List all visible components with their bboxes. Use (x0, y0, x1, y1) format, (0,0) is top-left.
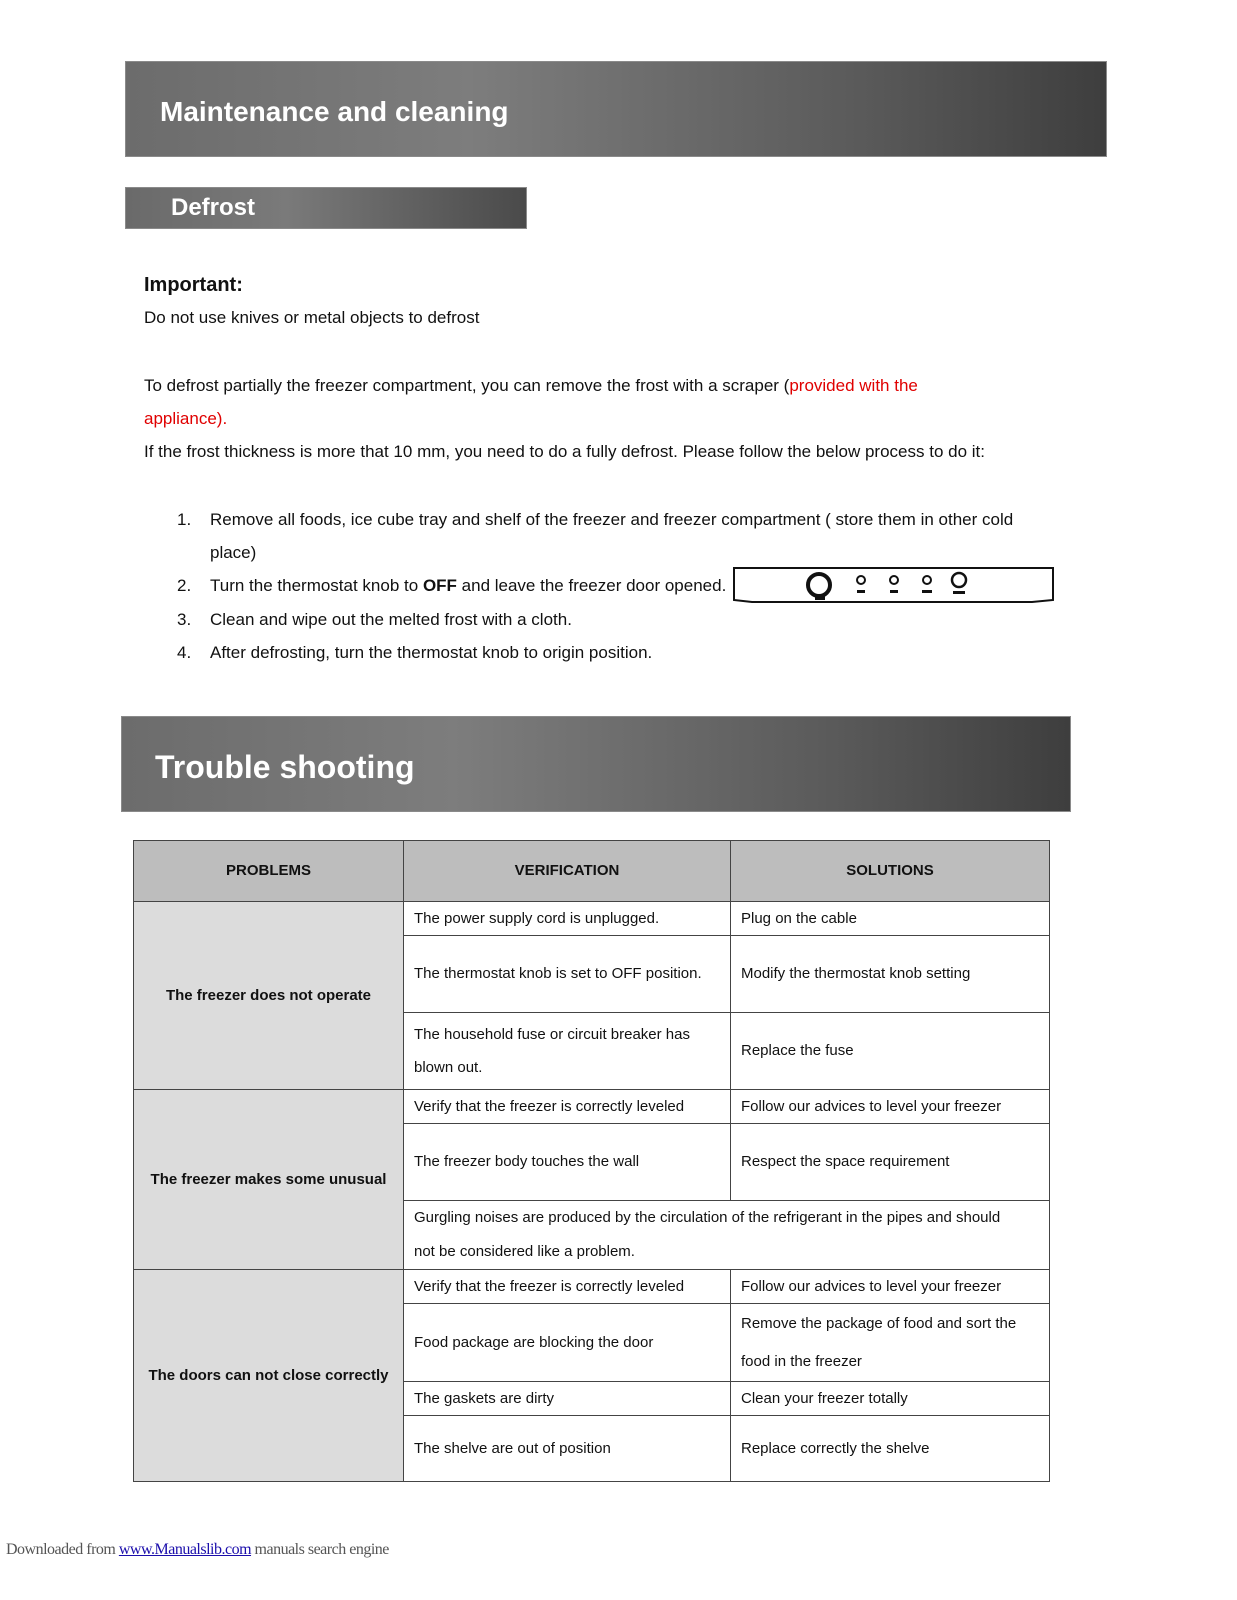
verification-cell: The gaskets are dirty (404, 1382, 731, 1416)
troubleshooting-table (133, 840, 1050, 1482)
solution-cell: Clean your freezer totally (731, 1382, 1050, 1416)
verification-cell: The shelve are out of position (404, 1416, 731, 1482)
important-text: Do not use knives or metal objects to defrost (144, 308, 480, 327)
section-banner-trouble-shooting (121, 716, 1071, 812)
step-number: 3. (177, 610, 192, 629)
verification-cell: The freezer body touches the wall (404, 1124, 731, 1201)
section-banner-maintenance (125, 61, 1107, 157)
verification-cell: The thermostat knob is set to OFF position. (404, 936, 731, 1013)
problem-cell: The doors can not close correctly (134, 1270, 404, 1482)
solution-cell: Respect the space requirement (731, 1124, 1050, 1201)
step-text-cont: place) (210, 543, 257, 562)
manualslib-link[interactable]: www.Manualslib.com (118, 1541, 252, 1558)
table-header-row (134, 841, 1050, 902)
solution-cell: Plug on the cable (731, 902, 1050, 936)
step-number: 4. (177, 643, 192, 662)
download-footer: Downloaded from www.Manualslib.com manuals search engine (6, 1541, 389, 1558)
subsection-title: Defrost (171, 194, 256, 221)
solution-cell: Remove the package of food and sort the food in the freezer (731, 1304, 1050, 1382)
verification-cell: The household fuse or circuit breaker has blown out. (404, 1013, 731, 1090)
table-row (134, 1090, 1050, 1124)
verification-cell: Verify that the freezer is correctly leveled (404, 1270, 731, 1304)
solution-cell: Replace the fuse (731, 1013, 1050, 1090)
column-header: PROBLEMS (134, 841, 404, 902)
step-text: Clean and wipe out the melted frost with a cloth. (210, 610, 572, 629)
verification-cell: Food package are blocking the door (404, 1304, 731, 1382)
solution-cell: Follow our advices to level your freezer (731, 1270, 1050, 1304)
subsection-banner-defrost (125, 187, 527, 229)
solution-cell: Modify the thermostat knob setting (731, 936, 1050, 1013)
section-title: Maintenance and cleaning (160, 96, 509, 127)
problem-cell: The freezer makes some unusual (134, 1090, 404, 1270)
problem-cell: The freezer does not operate (134, 902, 404, 1090)
full-defrost-text: If the frost thickness is more that 10 mm, you need to do a fully defrost. Please follow the below process to do it: (144, 442, 985, 461)
solution-cell: Follow our advices to level your freezer (731, 1090, 1050, 1124)
step-text: Remove all foods, ice cube tray and shelf of the freezer and freezer compartment ( store them in other cold (210, 510, 1014, 529)
step-number: 1. (177, 510, 192, 529)
column-header: SOLUTIONS (731, 841, 1050, 902)
partial-defrost-text: To defrost partially the freezer compartment, you can remove the frost with a scraper (provided with the (144, 376, 918, 395)
step-text: After defrosting, turn the thermostat knob to origin position. (210, 643, 653, 662)
important-label: Important: (144, 274, 243, 296)
partial-defrost-text-cont: appliance). (144, 409, 228, 428)
solution-cell: Replace correctly the shelve (731, 1416, 1050, 1482)
column-header: VERIFICATION (404, 841, 731, 902)
table-row (134, 1270, 1050, 1304)
thermostat-panel-illustration (732, 566, 1056, 606)
step-number: 2. (177, 576, 192, 595)
verification-cell: The power supply cord is unplugged. (404, 902, 731, 936)
step-text: Turn the thermostat knob to OFF and leave the freezer door opened. (210, 576, 727, 595)
section-title: Trouble shooting (155, 749, 415, 785)
verification-cell: Verify that the freezer is correctly leveled (404, 1090, 731, 1124)
note-cell: Gurgling noises are produced by the circulation of the refrigerant in the pipes and should not be considered like a problem. (404, 1201, 1050, 1270)
table-row (134, 902, 1050, 936)
